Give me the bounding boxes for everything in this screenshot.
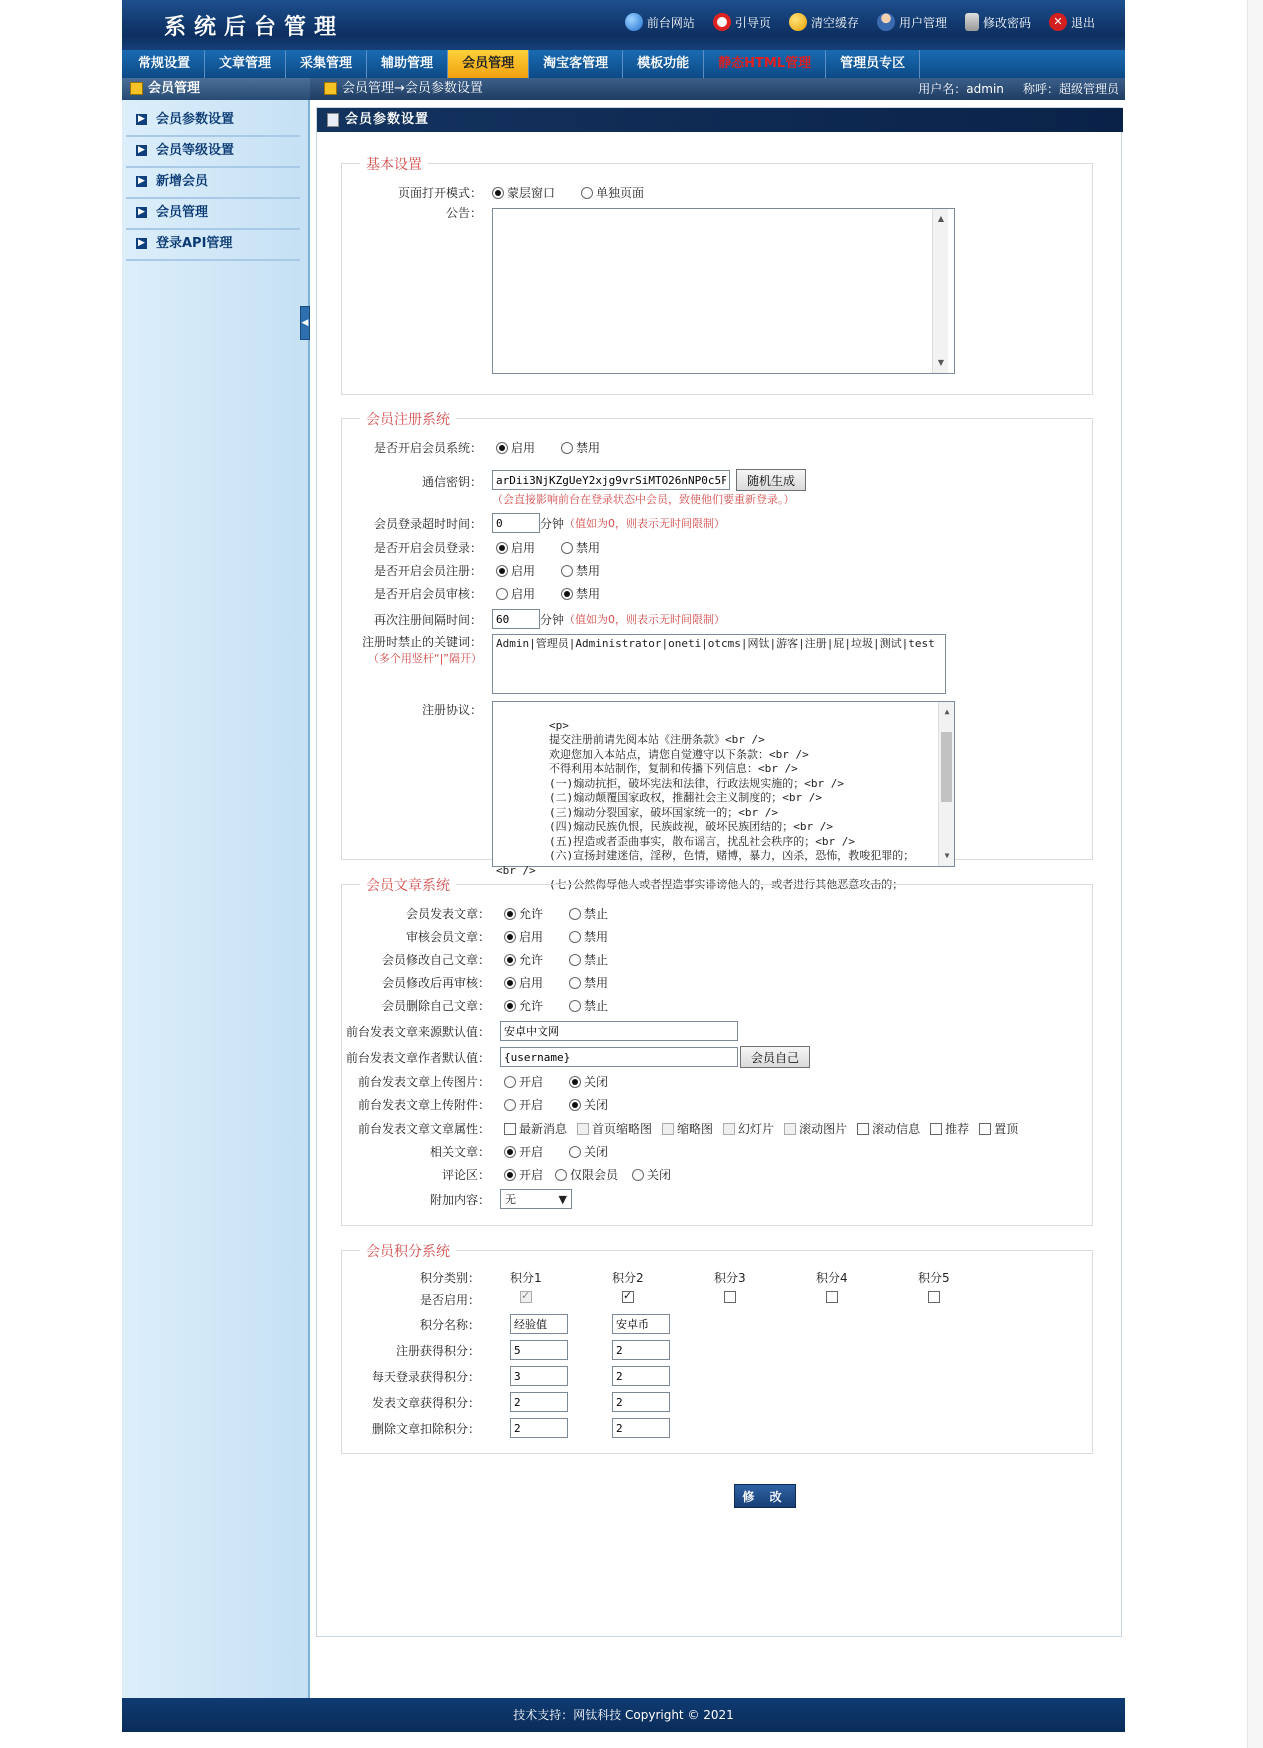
points-type-3: 积分3 — [714, 1271, 746, 1285]
upload-file-label: 前台发表文章上传附件： — [357, 1098, 490, 1112]
banned-words-label: 注册时禁止的关键词： — [361, 635, 482, 649]
points-name-label: 积分名称： — [419, 1317, 480, 1332]
sidebar-item-member-params[interactable]: ▶ 会员参数设置 — [126, 106, 300, 137]
review-article-on-radio[interactable]: 启用 — [504, 928, 543, 945]
radio-indicator — [632, 1169, 644, 1181]
sidebar-item-member-manage[interactable]: ▶ 会员管理 — [126, 199, 300, 230]
user-info: 用户名：admin 称呼：超级管理员 — [918, 82, 1119, 96]
radio-indicator — [504, 977, 516, 989]
globe-icon — [625, 13, 643, 31]
sidebar — [122, 100, 310, 1700]
lifebuoy-icon — [713, 13, 731, 31]
arrow-down-icon — [130, 82, 143, 95]
points-legend: 会员积分系统 — [360, 1241, 456, 1261]
page-icon — [327, 113, 339, 127]
points-2-delete-input[interactable] — [612, 1418, 670, 1438]
agreement-label: 注册协议： — [421, 703, 482, 717]
points-1-register-input[interactable] — [510, 1340, 568, 1360]
member-login-off-radio[interactable]: 禁用 — [561, 539, 600, 556]
login-timeout-label: 会员登录超时时间： — [373, 516, 482, 531]
checkbox-box — [784, 1123, 796, 1135]
member-login-label: 是否开启会员登录： — [373, 541, 482, 555]
radio-indicator — [504, 1000, 516, 1012]
radio-indicator — [561, 442, 573, 454]
radio-indicator — [555, 1169, 567, 1181]
page-scrollbar[interactable] — [1247, 0, 1263, 1748]
related-articles-label: 相关文章： — [429, 1145, 490, 1159]
upload-image-label: 前台发表文章上传图片： — [357, 1075, 490, 1089]
radio-indicator — [504, 1076, 516, 1088]
comm-key-hint: （会直接影响前台在登录状态中会员，致使他们要重新登录。） — [492, 493, 795, 506]
radio-indicator — [569, 954, 581, 966]
menu-general[interactable]: 常规设置 — [124, 50, 205, 78]
change-password-link[interactable]: 修改密码 — [965, 13, 1031, 31]
cache-icon — [789, 13, 807, 31]
close-icon: ✕ — [1049, 13, 1067, 31]
banned-words-textarea[interactable]: Admin|管理员|Administrator|oneti|otcms|网钛|游客|注册|屁|垃圾|测试|test — [492, 634, 946, 694]
radio-indicator — [496, 588, 508, 600]
member-self-button[interactable]: 会员自己 — [740, 1046, 810, 1068]
clear-cache-link[interactable]: 清空缓存 — [789, 13, 859, 31]
review-article-label: 审核会员文章： — [405, 930, 490, 944]
member-post-label: 会员发表文章： — [405, 907, 490, 921]
points-type-1: 积分1 — [510, 1271, 542, 1285]
menu-collect[interactable]: 采集管理 — [286, 50, 367, 78]
login-points-label: 每天登录获得积分： — [371, 1369, 480, 1384]
points-2-enabled-checkbox[interactable] — [622, 1291, 634, 1303]
radio-indicator — [504, 931, 516, 943]
delete-own-allow-radio[interactable]: 允许 — [504, 997, 543, 1014]
login-timeout-input[interactable] — [492, 513, 540, 533]
checkbox-box — [504, 1123, 516, 1135]
sidebar-header: 会员管理 — [122, 78, 310, 100]
sidebar-collapse-toggle[interactable]: ◀ — [300, 306, 310, 340]
arrow-down-icon — [324, 82, 337, 95]
radio-indicator — [492, 187, 504, 199]
logout-link[interactable]: ✕ 退出 — [1049, 13, 1095, 31]
radio-indicator — [496, 442, 508, 454]
reaudit-off-radio[interactable]: 禁用 — [569, 974, 608, 991]
reaudit-on-radio[interactable]: 启用 — [504, 974, 543, 991]
admin-frame — [122, 0, 1125, 1732]
member-register-on-radio[interactable]: 启用 — [496, 562, 535, 579]
scroll-down-icon: ▼ — [937, 358, 945, 367]
attr-home-thumb-checkbox[interactable]: 首页缩略图 — [577, 1120, 652, 1137]
checkbox-box — [857, 1123, 869, 1135]
checkbox-box — [723, 1123, 735, 1135]
radio-indicator — [561, 565, 573, 577]
radio-indicator — [504, 908, 516, 920]
delete-points-label: 删除文章扣除积分： — [371, 1421, 480, 1436]
register-interval-input[interactable] — [492, 609, 540, 629]
arrow-right-icon: ▶ — [136, 114, 147, 125]
member-register-off-radio[interactable]: 禁用 — [561, 562, 600, 579]
user-icon — [877, 13, 895, 31]
points-type-4: 积分4 — [816, 1271, 848, 1285]
notice-scrollbar[interactable] — [932, 209, 948, 373]
radio-indicator — [496, 565, 508, 577]
radio-indicator — [569, 1000, 581, 1012]
comm-key-input[interactable] — [492, 470, 730, 490]
panel-title: 会员参数设置 — [317, 108, 1123, 132]
radio-indicator — [496, 542, 508, 554]
points-2-register-input[interactable] — [612, 1340, 670, 1360]
attr-recommend-checkbox[interactable]: 推荐 — [930, 1120, 969, 1137]
member-system-off-radio[interactable]: 禁用 — [561, 439, 600, 456]
checkbox-box — [662, 1123, 674, 1135]
article-attrs-label: 前台发表文章文章属性： — [357, 1122, 490, 1136]
points-2-post-input[interactable] — [612, 1392, 670, 1412]
radio-indicator — [504, 954, 516, 966]
radio-indicator — [504, 1146, 516, 1158]
open-mode-page-radio[interactable]: 单独页面 — [581, 184, 644, 201]
radio-indicator — [569, 977, 581, 989]
member-audit-off-radio[interactable]: 禁用 — [561, 585, 600, 602]
top-header — [122, 0, 1125, 50]
attr-top-checkbox[interactable]: 置顶 — [979, 1120, 1018, 1137]
menu-article[interactable]: 文章管理 — [205, 50, 286, 78]
menu-assist[interactable]: 辅助管理 — [367, 50, 448, 78]
author-default-label: 前台发表文章作者默认值： — [345, 1050, 490, 1065]
scroll-thumb[interactable] — [941, 732, 952, 802]
review-article-off-radio[interactable]: 禁用 — [569, 928, 608, 945]
footer: 技术支持：网钛科技 Copyright © 2021 — [122, 1698, 1125, 1732]
open-mode-label: 页面打开模式： — [397, 186, 482, 200]
notice-textarea[interactable] — [492, 208, 955, 374]
user-manage-link[interactable]: 用户管理 — [877, 13, 947, 31]
delete-own-forbid-radio[interactable]: 禁止 — [569, 997, 608, 1014]
points-1-login-input[interactable] — [510, 1366, 568, 1386]
arrow-right-icon: ▶ — [136, 238, 147, 249]
checkbox-box — [930, 1123, 942, 1135]
comment-members-radio[interactable]: 仅限会员 — [555, 1166, 618, 1183]
main-panel — [316, 107, 1122, 1637]
submit-button[interactable]: 修 改 — [734, 1484, 796, 1508]
guide-page-link[interactable]: 引导页 — [713, 13, 771, 31]
sidebar-item-add-member[interactable]: ▶ 新增会员 — [126, 168, 300, 199]
chevron-down-icon: ▼ — [558, 1192, 567, 1206]
comment-open-radio[interactable]: 开启 — [504, 1166, 543, 1183]
upload-image-off-radio[interactable]: 关闭 — [569, 1073, 608, 1090]
radio-indicator — [504, 1099, 516, 1111]
edit-own-label: 会员修改自己文章： — [381, 953, 490, 967]
random-generate-button[interactable]: 随机生成 — [736, 469, 806, 491]
agreement-textarea[interactable]: <p> 提交注册前请先阅本站《注册条款》<br /> 欢迎您加入本站点，请您自觉遵守以下条款：<br /> 不得利用本站制作，复制和传播下列信息：<br /> (一)煽动抗拒，破坏宪法和法律，行政法规实施的；<br /> (二)煽动颠覆国家政权，推翻社会主义制度的；<br /> (三)煽动分裂国家，破坏国家统一的；<br /> (四)煽动民族仇恨，民族歧视，破坏民族团结的；<br /> (五)捏造或者歪曲事实，散布谣言，扰乱社会秩序的；<br /> (六)宣扬封建迷信，淫秽，色情，赌博，暴力，凶杀，恐怖，教唆犯罪的；<br /> (七)公然侮辱他人或者捏造事实诽谤他人的，或者进行其他恶意攻击的； ▲ ▼ — [492, 701, 955, 867]
attr-thumb-checkbox[interactable]: 缩略图 — [662, 1120, 713, 1137]
scroll-down-icon: ▼ — [944, 851, 950, 860]
points-1-post-input[interactable] — [510, 1392, 568, 1412]
checkbox-box — [577, 1123, 589, 1135]
source-default-label: 前台发表文章来源默认值： — [345, 1024, 490, 1039]
points-type-2: 积分2 — [612, 1271, 644, 1285]
radio-indicator — [581, 187, 593, 199]
radio-indicator — [569, 1146, 581, 1158]
article-fieldset — [341, 878, 1093, 1226]
arrow-right-icon: ▶ — [136, 176, 147, 187]
menu-member[interactable]: 会员管理 — [448, 50, 529, 78]
interval-hint: （值如为0，则表示无时间限制） — [564, 613, 726, 626]
sub-bar — [122, 78, 1125, 100]
points-3-enabled-checkbox[interactable] — [724, 1291, 736, 1303]
basic-settings-fieldset — [341, 157, 1093, 395]
menu-template[interactable]: 模板功能 — [623, 50, 704, 78]
checkbox-box — [979, 1123, 991, 1135]
scroll-up-icon: ▲ — [944, 707, 950, 716]
radio-indicator — [569, 1076, 581, 1088]
sidebar-item-member-levels[interactable]: ▶ 会员等级设置 — [126, 137, 300, 168]
extra-content-label: 附加内容： — [429, 1192, 490, 1207]
points-2-name-input[interactable] — [612, 1314, 670, 1334]
points-4-enabled-checkbox[interactable] — [826, 1291, 838, 1303]
attr-slide-checkbox[interactable]: 幻灯片 — [723, 1120, 774, 1137]
member-register-label: 是否开启会员注册： — [373, 564, 482, 578]
attr-latest-checkbox[interactable]: 最新消息 — [504, 1120, 567, 1137]
radio-indicator — [561, 588, 573, 600]
registration-fieldset: 会员注册系统 是否开启会员系统： 启用 禁用 通信密钥： arDii3NjKZgUeY2xjg9vrSiMTO26nNP0c5FX 随机生成 （会直接影响前台在登录状态中会员，致使他们要重新登录。） 会员登录超时时间： 0 分钟 （值如为0，则表示无时间限制） 是否开启会员登录： 启用 禁用 是否开启会员注册： 启用 禁用 是否开启会员审核： 启用 禁用 再次注册间隔时间： 60 分钟 （值如为0，则表示无时间限制） 注册时禁止的关键词： （多个用竖杆“|”隔开） Admin|管理员|Administrator|oneti|otcms|网钛|游客|注册|屁|垃圾|测试|test 注册协议： <p> 提交注册前请先阅本站《注册条款》<br /> 欢迎您加入本站点，请您自觉遵守以下条款：<br /> 不得利用本站制作，复制和传播下列信息：<br /> (一)煽动抗拒，破坏宪法和法律，行政法规实施的；<br /> (二)煽动颠覆国家政权，推翻社会主义制度的；<br /> (三)煽动分裂国家，破坏国家统一的；<br /> (四)煽动民族仇恨，民族歧视，破坏民族团结的；<br /> (五)捏造或者歪曲事实，散布谣言，扰乱社会秩序的；<br /> (六)宣扬封建迷信，淫秽，色情，赌博，暴力，凶杀，恐怖，教唆犯罪的；<br /> (七)公然侮辱他人或者捏造事实诽谤他人的，或者进行其他恶意攻击的； ▲ ▼ — [341, 418, 1093, 860]
radio-indicator — [569, 908, 581, 920]
top-links — [625, 13, 1095, 31]
points-1-name-input[interactable] — [510, 1314, 568, 1334]
sidebar-item-login-api[interactable]: ▶ 登录API管理 — [126, 230, 300, 261]
arrow-right-icon: ▶ — [136, 145, 147, 156]
register-points-label: 注册获得积分： — [395, 1343, 480, 1358]
points-fieldset — [341, 1244, 1093, 1454]
comm-key-label: 通信密钥： — [421, 475, 482, 489]
menu-taobao[interactable]: 淘宝客管理 — [529, 50, 623, 78]
upload-file-on-radio[interactable]: 开启 — [504, 1096, 543, 1113]
edit-own-forbid-radio[interactable]: 禁止 — [569, 951, 608, 968]
member-login-on-radio[interactable]: 启用 — [496, 539, 535, 556]
points-type-5: 积分5 — [918, 1271, 950, 1285]
lock-icon — [965, 13, 979, 31]
main-menu — [122, 50, 1125, 78]
attr-scroll-info-checkbox[interactable]: 滚动信息 — [857, 1120, 920, 1137]
upload-file-off-radio[interactable]: 关闭 — [569, 1096, 608, 1113]
front-site-link[interactable]: 前台网站 — [625, 13, 695, 31]
related-off-radio[interactable]: 关闭 — [569, 1143, 608, 1160]
radio-indicator — [569, 931, 581, 943]
timeout-hint: （值如为0，则表示无时间限制） — [564, 517, 726, 530]
reaudit-label: 会员修改后再审核： — [381, 976, 490, 990]
member-post-forbid-radio[interactable]: 禁止 — [569, 905, 608, 922]
points-enabled-label: 是否启用： — [419, 1293, 480, 1307]
related-on-radio[interactable]: 开启 — [504, 1143, 543, 1160]
points-1-delete-input[interactable] — [510, 1418, 568, 1438]
edit-own-allow-radio[interactable]: 允许 — [504, 951, 543, 968]
points-2-login-input[interactable] — [612, 1366, 670, 1386]
article-legend: 会员文章系统 — [360, 875, 456, 895]
basic-settings-legend: 基本设置 — [360, 154, 428, 174]
points-5-enabled-checkbox[interactable] — [928, 1291, 940, 1303]
comment-area-label: 评论区： — [441, 1168, 490, 1182]
member-system-label: 是否开启会员系统： — [373, 441, 482, 455]
banned-words-hint: （多个用竖杆“|”隔开） — [367, 652, 482, 665]
member-audit-on-radio[interactable]: 启用 — [496, 585, 535, 602]
notice-label: 公告： — [445, 206, 482, 220]
attr-scroll-image-checkbox[interactable]: 滚动图片 — [784, 1120, 847, 1137]
open-mode-overlay-radio[interactable]: 蒙层窗口 — [492, 184, 555, 201]
system-title: 系统后台管理 — [164, 14, 345, 40]
radio-indicator — [504, 1169, 516, 1181]
member-audit-label: 是否开启会员审核： — [373, 587, 482, 601]
extra-content-select[interactable]: 无 ▼ — [500, 1189, 572, 1209]
scroll-up-icon: ▲ — [937, 214, 945, 223]
menu-admin-zone[interactable]: 管理员专区 — [826, 50, 920, 78]
registration-legend: 会员注册系统 — [360, 409, 456, 429]
register-interval-label: 再次注册间隔时间： — [373, 612, 482, 627]
breadcrumb: 会员管理→会员参数设置 — [320, 78, 483, 100]
delete-own-label: 会员删除自己文章： — [381, 999, 490, 1013]
agreement-scrollbar[interactable] — [938, 702, 954, 866]
post-points-label: 发表文章获得积分： — [371, 1395, 480, 1410]
member-post-allow-radio[interactable]: 允许 — [504, 905, 543, 922]
radio-indicator — [561, 542, 573, 554]
menu-static-html[interactable]: 静态HTML管理 — [704, 50, 826, 78]
source-default-input[interactable] — [500, 1021, 738, 1041]
radio-indicator — [569, 1099, 581, 1111]
arrow-right-icon: ▶ — [136, 207, 147, 218]
points-1-enabled-checkbox[interactable] — [520, 1291, 532, 1303]
author-default-input[interactable] — [500, 1047, 738, 1067]
comment-close-radio[interactable]: 关闭 — [632, 1166, 671, 1183]
upload-image-on-radio[interactable]: 开启 — [504, 1073, 543, 1090]
points-type-label: 积分类别： — [419, 1271, 480, 1285]
member-system-on-radio[interactable]: 启用 — [496, 439, 535, 456]
